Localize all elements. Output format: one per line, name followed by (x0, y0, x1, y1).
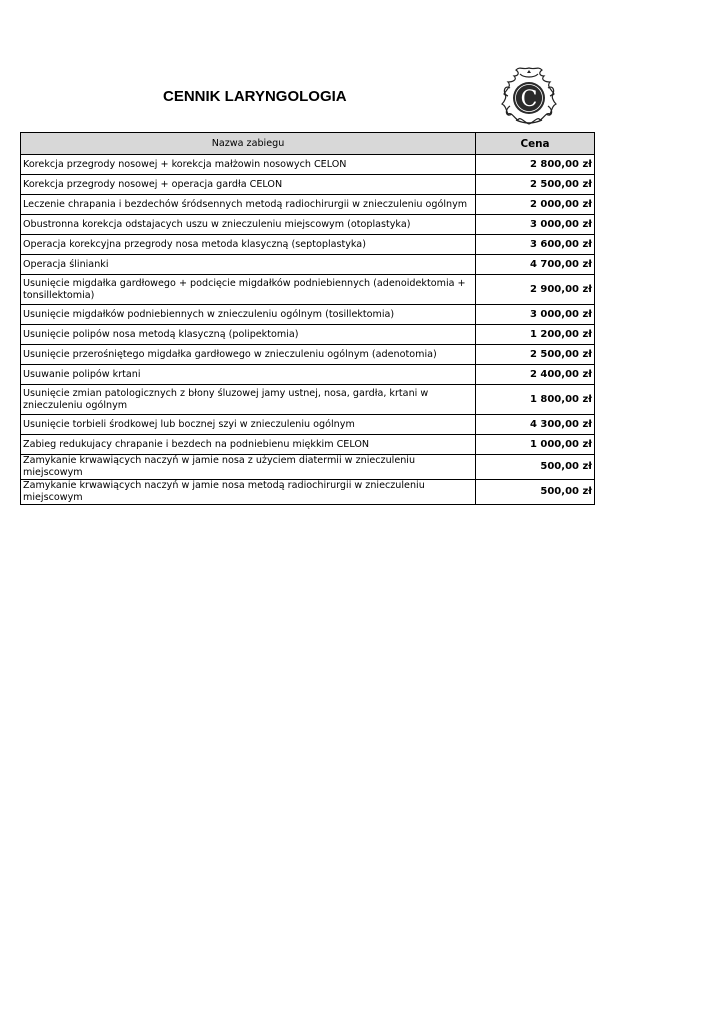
procedure-price: 4 700,00 zł (476, 255, 595, 275)
procedure-name: Operacja korekcyjna przegrody nosa metoda klasyczną (septoplastyka) (21, 235, 476, 255)
procedure-price: 1 000,00 zł (476, 435, 595, 455)
table-row (21, 480, 595, 505)
procedure-price: 2 400,00 zł (476, 365, 595, 385)
procedure-price: 4 300,00 zł (476, 415, 595, 435)
table-row (21, 215, 595, 235)
procedure-price: 1 800,00 zł (476, 385, 595, 415)
procedure-name: Usuwanie polipów krtani (21, 365, 476, 385)
table-row (21, 435, 595, 455)
table-row (21, 345, 595, 365)
table-row (21, 195, 595, 215)
procedure-price: 500,00 zł (476, 455, 595, 480)
procedure-price: 3 600,00 zł (476, 235, 595, 255)
table-row (21, 275, 595, 305)
procedure-price: 2 500,00 zł (476, 345, 595, 365)
procedure-name: Usunięcie polipów nosa metodą klasyczną (polipektomia) (21, 325, 476, 345)
table-row (21, 305, 595, 325)
procedure-name: Usunięcie migdałka gardłowego + podcięcie migdałków podniebiennych (adenoidektomia + tonsillektomia) (21, 275, 476, 305)
procedure-name: Leczenie chrapania i bezdechów śródsennych metodą radiochirurgii w znieczuleniu ogólnym (21, 195, 476, 215)
procedure-name: Korekcja przegrody nosowej + korekcja małżowin nosowych CELON (21, 155, 476, 175)
table-row (21, 325, 595, 345)
page-title: CENNIK LARYNGOLOGIA (163, 88, 347, 105)
procedure-price: 2 500,00 zł (476, 175, 595, 195)
svg-text:C: C (520, 87, 538, 112)
procedure-name: Usunięcie przerośniętego migdałka gardłowego w znieczuleniu ogólnym (adenotomia) (21, 345, 476, 365)
column-header-name: Nazwa zabiegu (21, 133, 476, 155)
table-row (21, 175, 595, 195)
procedure-price: 2 000,00 zł (476, 195, 595, 215)
procedure-price: 3 000,00 zł (476, 215, 595, 235)
table-row (21, 455, 595, 480)
procedure-price: 1 200,00 zł (476, 325, 595, 345)
procedure-name: Zamykanie krwawiących naczyń w jamie nosa z użyciem diatermii w znieczuleniu miejscowym (21, 455, 476, 480)
table-row (21, 385, 595, 415)
ornamental-c-crest-icon (496, 64, 562, 130)
procedure-price: 2 800,00 zł (476, 155, 595, 175)
procedure-name: Zamykanie krwawiących naczyń w jamie nosa metodą radiochirurgii w znieczuleniu miejscowym (21, 480, 476, 505)
procedure-name: Korekcja przegrody nosowej + operacja gardła CELON (21, 175, 476, 195)
procedure-price: 2 900,00 zł (476, 275, 595, 305)
table-header-row (21, 133, 595, 155)
procedure-price: 3 000,00 zł (476, 305, 595, 325)
procedure-name: Usunięcie zmian patologicznych z błony śluzowej jamy ustnej, nosa, gardła, krtani w znieczuleniu ogólnym (21, 385, 476, 415)
price-table (20, 132, 595, 505)
table-row (21, 415, 595, 435)
procedure-name: Usunięcie torbieli środkowej lub bocznej szyi w znieczuleniu ogólnym (21, 415, 476, 435)
procedure-price: 500,00 zł (476, 480, 595, 505)
table-row (21, 255, 595, 275)
table-row (21, 155, 595, 175)
procedure-name: Usunięcie migdałków podniebiennych w znieczuleniu ogólnym (tosillektomia) (21, 305, 476, 325)
column-header-price: Cena (476, 133, 595, 155)
procedure-name: Operacja ślinianki (21, 255, 476, 275)
table-row (21, 365, 595, 385)
procedure-name: Zabieg redukujacy chrapanie i bezdech na podniebienu miękkim CELON (21, 435, 476, 455)
table-row (21, 235, 595, 255)
procedure-name: Obustronna korekcja odstajacych uszu w znieczuleniu miejscowym (otoplastyka) (21, 215, 476, 235)
